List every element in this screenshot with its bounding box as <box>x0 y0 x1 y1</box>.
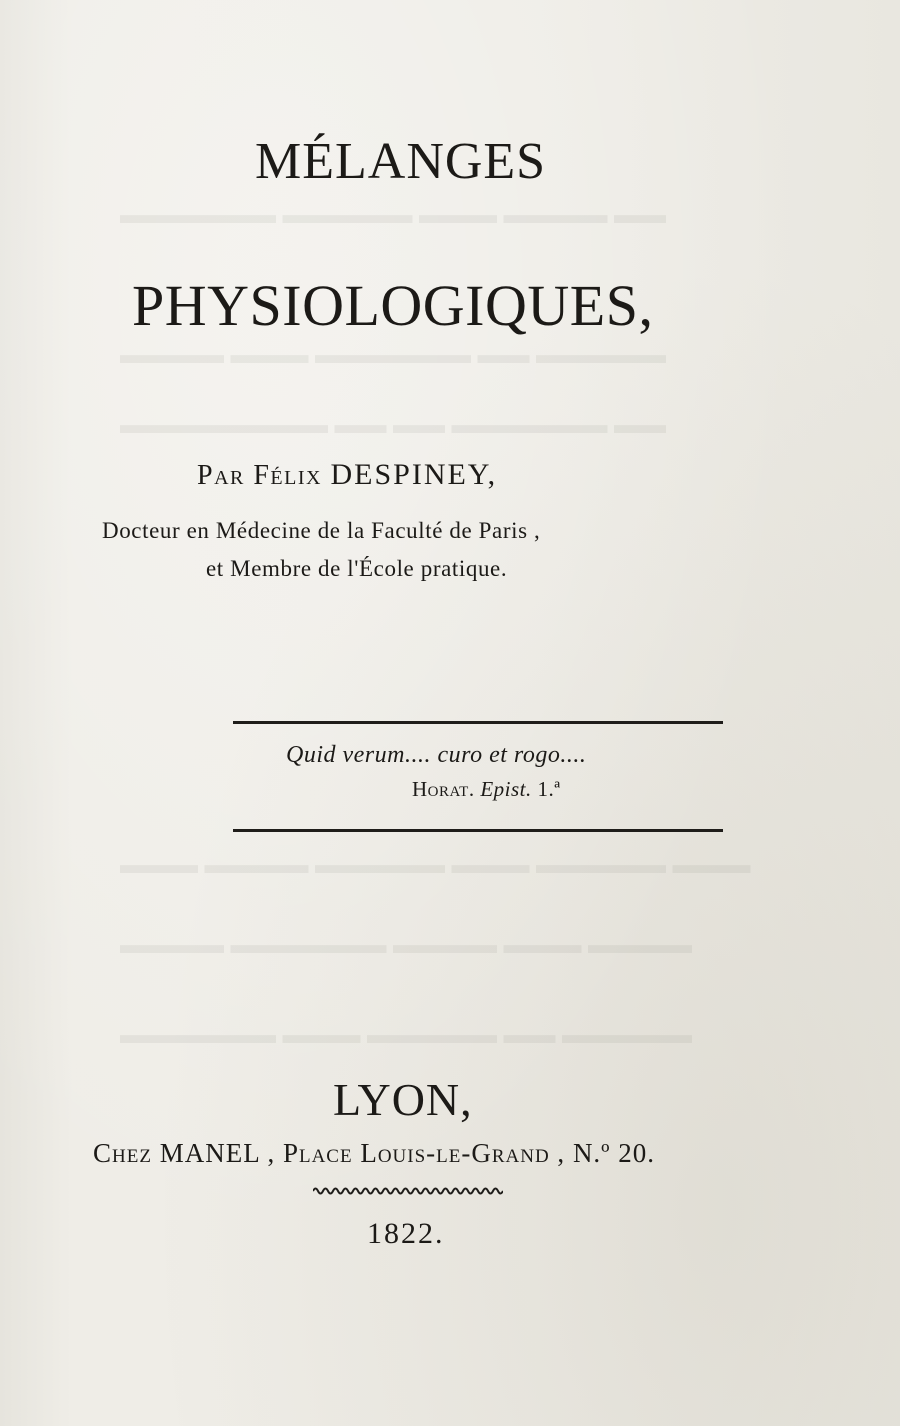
author-credentials-line-2: et Membre de l'École pratique. <box>206 556 508 581</box>
bleed-through-texture: ▬▬ ▬▬▬▬ ▬▬▬ ▬▬▬▬▬ ▬▬▬▬▬▬ <box>120 200 666 229</box>
epigraph-top-rule <box>233 721 723 724</box>
publisher-name: MANEL , <box>159 1138 276 1168</box>
epigraph-work: Epist. <box>480 777 532 801</box>
publisher-number: N.º 20. <box>572 1138 656 1168</box>
imprint-year: 1822. <box>367 1217 445 1250</box>
author-byline <box>197 458 497 492</box>
ornament-wavy-rule <box>313 1185 503 1197</box>
epigraph-bottom-rule <box>233 829 723 832</box>
bleed-through-texture: ▬▬ ▬▬▬▬▬▬ ▬▬ ▬▬ ▬▬▬▬▬▬▬▬ <box>120 410 666 439</box>
author-first-name: Félix <box>253 460 322 491</box>
epigraph-source <box>412 777 561 802</box>
bleed-through-texture: ▬▬▬▬▬ ▬▬ ▬▬▬▬▬▬ ▬▬▬ ▬▬▬▬ <box>120 340 666 369</box>
publisher-chez: Chez <box>93 1138 152 1168</box>
epigraph-number: 1.ª <box>537 777 561 801</box>
imprint-city: LYON, <box>333 1074 473 1125</box>
title-line-2: PHYSIOLOGIQUES, <box>132 273 654 338</box>
publisher-address: Place Louis-le-Grand , <box>282 1138 566 1168</box>
author-last-name: DESPINEY, <box>330 458 498 491</box>
imprint-publisher <box>93 1138 655 1169</box>
bleed-through-texture: ▬▬▬ ▬▬▬▬▬ ▬▬▬ ▬▬▬▬▬ ▬▬▬▬ ▬▬▬ <box>120 850 751 879</box>
by-word: Par <box>197 460 245 491</box>
title-line-1: MÉLANGES <box>255 133 547 190</box>
epigraph-author: Horat. <box>412 777 475 801</box>
author-credentials-line-1: Docteur en Médecine de la Faculté de Paris , <box>102 518 541 543</box>
bleed-through-texture: ▬▬▬▬▬ ▬▬ ▬▬▬▬▬ ▬▬▬ ▬▬▬▬▬▬ <box>120 1020 692 1049</box>
epigraph-quote: Quid verum.... curo et rogo.... <box>286 742 587 768</box>
bleed-through-texture: ▬▬▬▬ ▬▬▬ ▬▬▬▬ ▬▬▬▬▬▬ ▬▬▬▬ <box>120 930 692 959</box>
